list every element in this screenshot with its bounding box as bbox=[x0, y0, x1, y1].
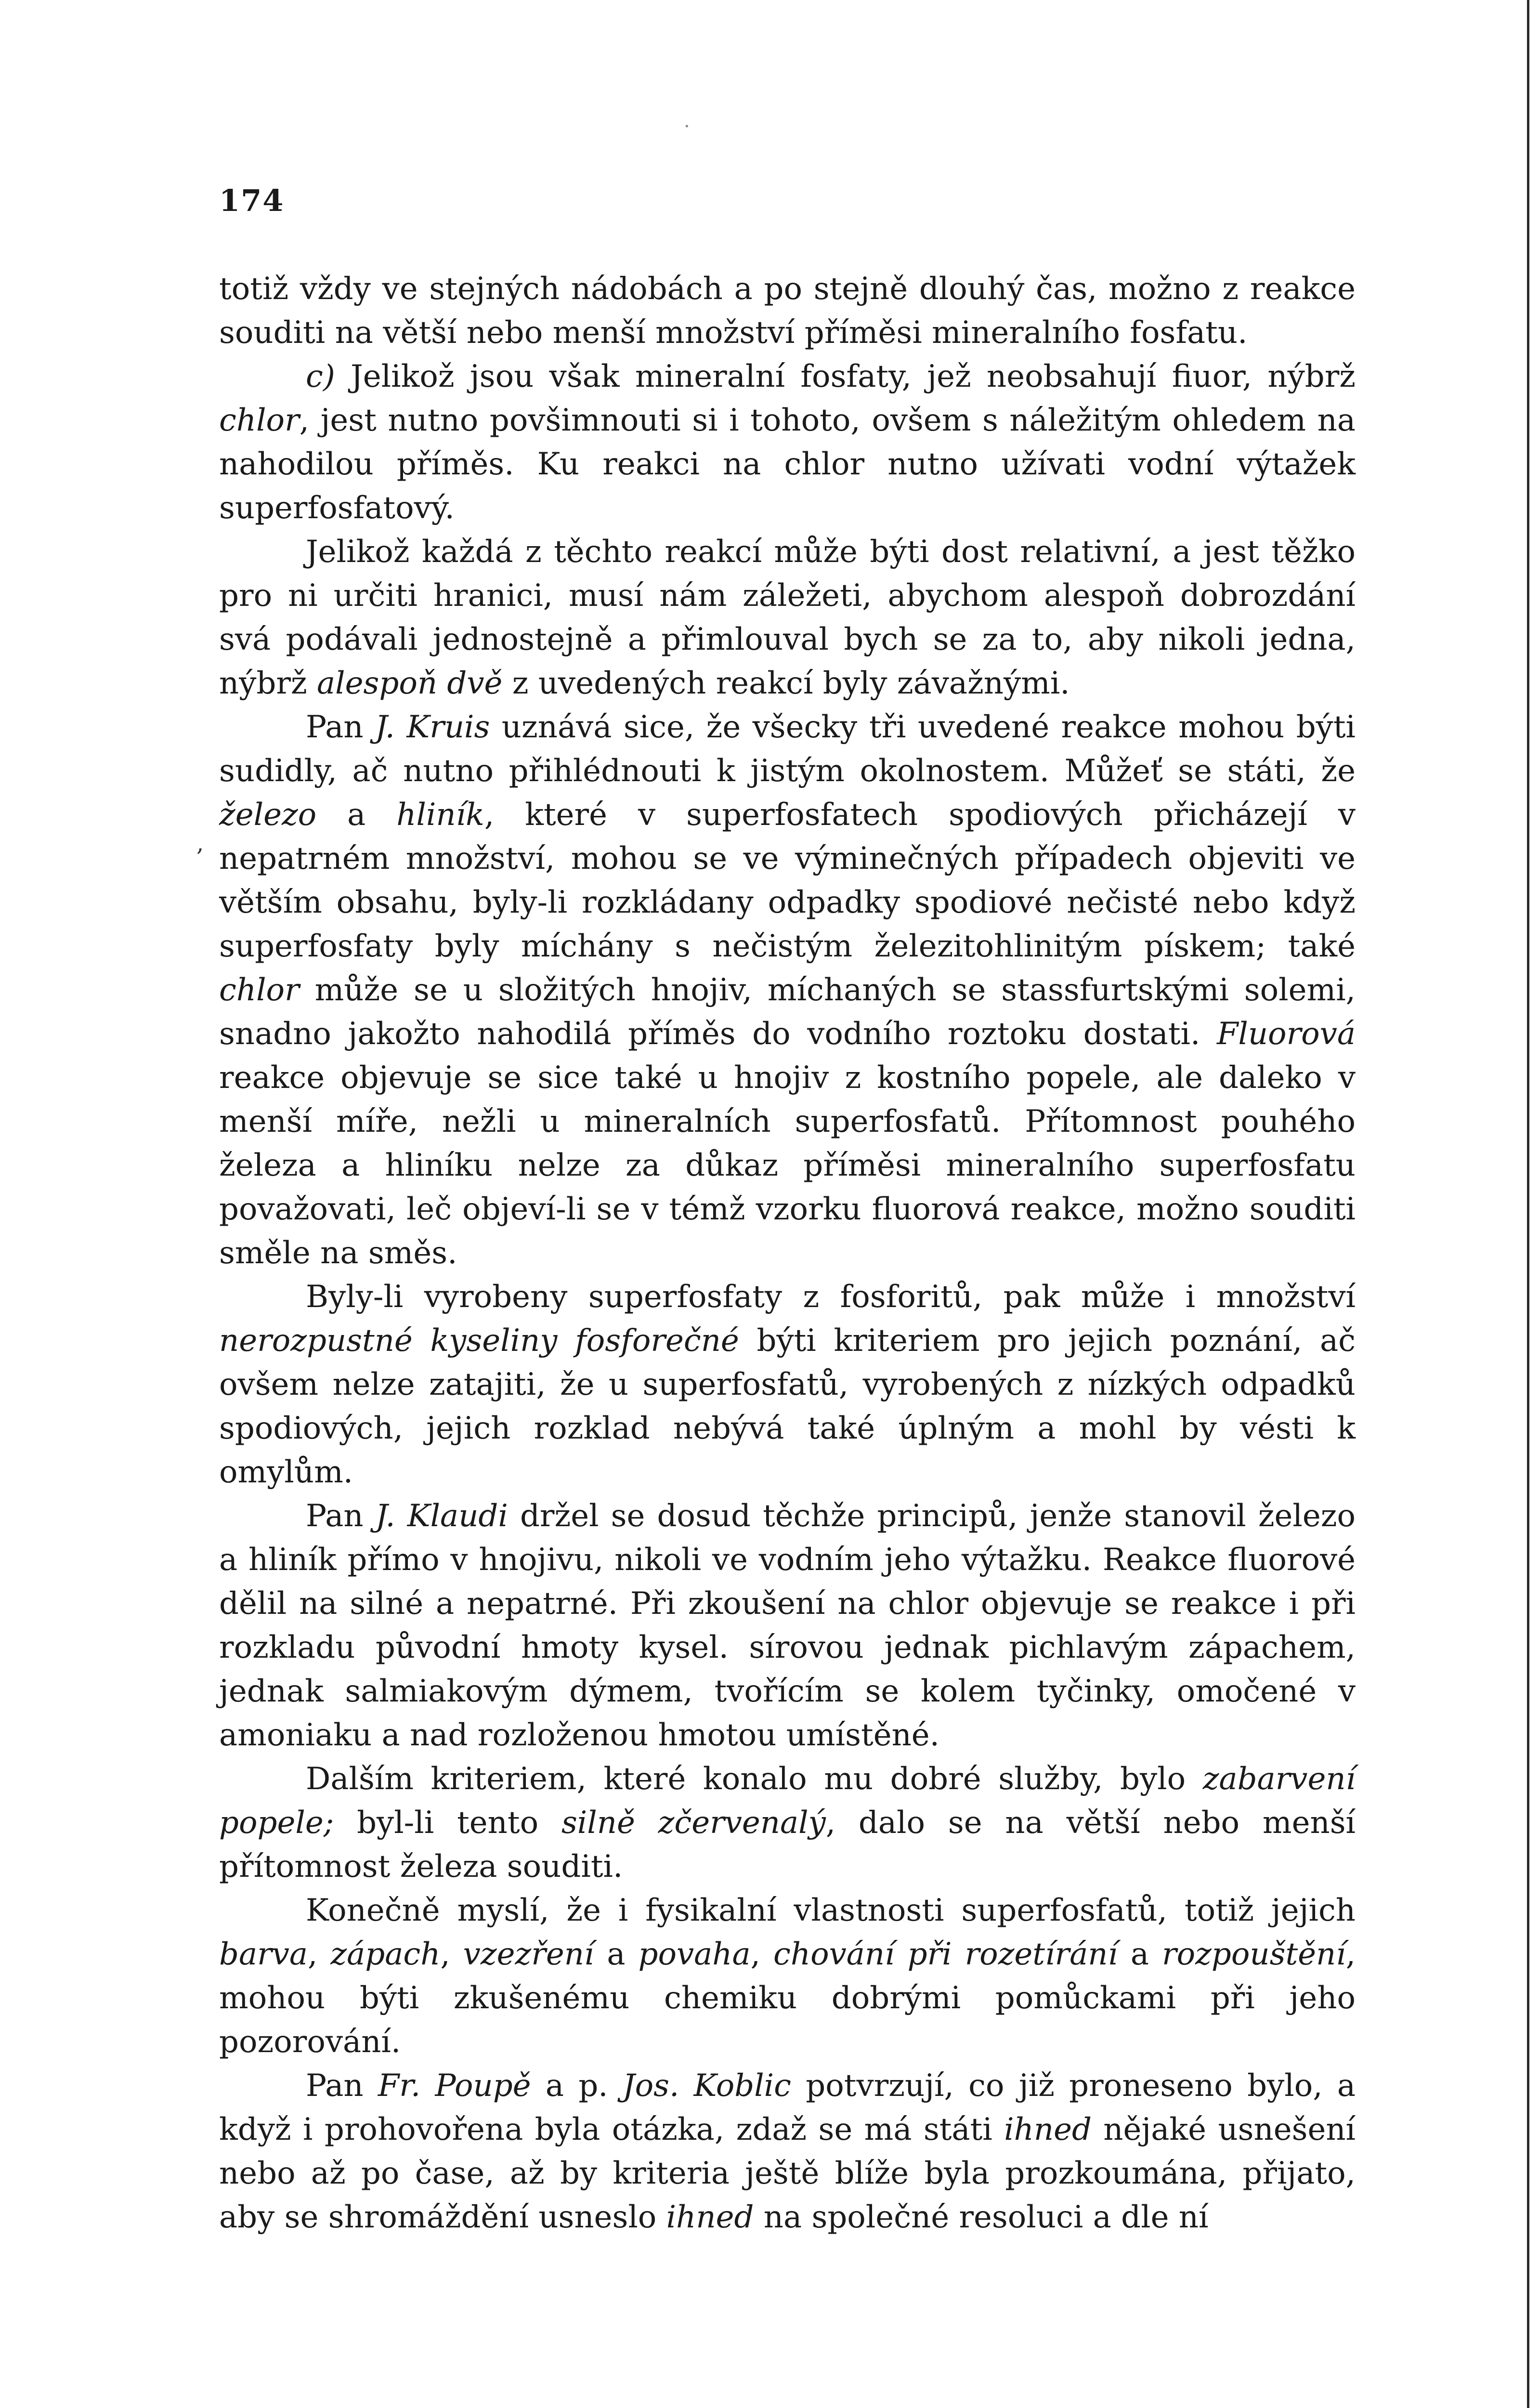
italic-text: železo bbox=[219, 797, 317, 833]
text-run: , mohou býti zkušenému chemiku dobrými pomůckami při jeho pozorování. bbox=[219, 1937, 1356, 2060]
text-run: , jest nutno povšimnouti si i tohoto, ovšem s náležitým ohledem na nahodilou příměs. Ku reakci na chlor nutno užívati vodní výtažek superfosfatový. bbox=[219, 403, 1356, 526]
italic-text: chlor bbox=[219, 972, 300, 1008]
text-run: z uvedených reakcí byly závažnými. bbox=[502, 666, 1070, 701]
text-run: potvrzují, co již proneseno bylo, a když i prohovořena byla otázka, zdaž se má státi bbox=[219, 2068, 1356, 2147]
text-run: reakce objevuje se sice také u hnojiv z kostního popele, ale daleko v menší míře, nežli u mineralních superfosfatů. Přítomnost pouhého železa a hliníku nelze za důkaz příměsi mineralního superfosfatu považovati, leč objeví-li se v témž vzorku fluorová reakce, možno souditi směle na směs. bbox=[219, 1060, 1356, 1271]
text-run: na společné resoluci a dle ní bbox=[754, 2199, 1209, 2235]
text-run: , bbox=[750, 1937, 773, 1972]
page-number: 174 bbox=[219, 183, 285, 218]
italic-text: J. Klaudi bbox=[375, 1498, 508, 1534]
paragraph bbox=[219, 706, 1356, 1275]
page-edge-line bbox=[1527, 0, 1529, 2408]
paragraph bbox=[219, 1889, 1356, 2064]
italic-text: hliník bbox=[396, 797, 484, 833]
italic-text: Fluorová bbox=[1216, 1016, 1356, 1052]
text-run: býti kriteriem pro jejich poznání, ač ovšem nelze zatajiti, že u superfosfatů, vyrobených z nízkých odpadků spodiových, jejich rozklad nebývá také úplným a mohl by vésti k omylům. bbox=[219, 1323, 1356, 1490]
italic-text: vzezření bbox=[463, 1937, 594, 1972]
text-run: držel se dosud těchže principů, jenže stanovil železo a hliník přímo v hnojivu, nikoli ve vodním jeho výtažku. Reakce fluorové dělil na silné a nepatrné. Při zkoušení na chlor objevuje se reakce i při rozkladu původní hmoty kysel. sírovou jednak pichlavým zápachem, jednak salmiakovým dýmem, tvořícím se kolem tyčinky, omočené v amoniaku a nad rozloženou hmotou umístěné. bbox=[219, 1498, 1356, 1753]
text-run: nějaké usnešení nebo až po čase, až by kriteria ještě blíže byla prozkoumána, přijato, aby se shromáždění usneslo bbox=[219, 2112, 1356, 2235]
paragraph bbox=[219, 355, 1356, 530]
text-run: a bbox=[1117, 1937, 1162, 1972]
italic-text: Fr. Poupě bbox=[378, 2068, 531, 2104]
italic-text: c) bbox=[306, 359, 335, 394]
text-run: Pan bbox=[306, 2068, 378, 2104]
text-run: může se u složitých hnojiv, míchaných se stassfurtskými solemi, snadno jakožto nahodilá příměs do vodního roztoku dostati. bbox=[219, 972, 1356, 1052]
text-run: Pan bbox=[306, 1498, 376, 1534]
italic-text: J. Kruis bbox=[375, 709, 490, 745]
margin-mark: , bbox=[196, 830, 204, 857]
italic-text: alespoň dvě bbox=[317, 666, 503, 701]
paragraph bbox=[219, 530, 1356, 706]
text-run: , bbox=[440, 1937, 463, 1972]
italic-text: chlor bbox=[219, 403, 300, 438]
italic-text: zápach bbox=[330, 1937, 441, 1972]
text-run: a bbox=[594, 1937, 639, 1972]
italic-text: nerozpustné kyseliny fosforečné bbox=[219, 1323, 739, 1359]
italic-text: ihned bbox=[1004, 2112, 1092, 2147]
italic-text: chování při rozetírání bbox=[773, 1937, 1118, 1972]
text-run: Dalším kriteriem, které konalo mu dobré služby, bylo bbox=[306, 1761, 1203, 1797]
text-run: byl-li tento bbox=[334, 1805, 561, 1841]
italic-text: Jos. Koblic bbox=[622, 2068, 791, 2104]
paragraph bbox=[219, 267, 1356, 355]
italic-text: silně zčervenalý bbox=[561, 1805, 826, 1841]
scan-speck: · bbox=[684, 116, 690, 138]
text-run: a p. bbox=[531, 2068, 623, 2104]
italic-text: rozpouštění bbox=[1162, 1937, 1346, 1972]
text-run: a bbox=[316, 797, 397, 833]
paragraph bbox=[219, 1275, 1356, 1494]
text-run: uznává sice, že všecky tři uvedené reakce mohou býti sudidly, ač nutno přihlédnouti k jistým okolnostem. Můžeť se státi, že bbox=[219, 709, 1356, 789]
text-run: , bbox=[308, 1937, 331, 1972]
text-run: , které v superfosfatech spodiových přicházejí v nepatrném množství, mohou se ve výminečných případech objeviti ve větším obsahu, byly-li rozkládany odpadky spodiové nečisté nebo když superfosfaty byly míchány s nečistým železitohlinitým pískem; také bbox=[219, 797, 1356, 964]
body-text bbox=[219, 267, 1356, 2239]
paragraph bbox=[219, 1757, 1356, 1889]
italic-text: barva bbox=[219, 1937, 308, 1972]
text-run: totiž vždy ve stejných nádobách a po stejně dlouhý čas, možno z reakce souditi na větší nebo menší množství příměsi mineralního fosfatu. bbox=[219, 271, 1356, 351]
text-run: Jelikož každá z těchto reakcí může býti dost relativní, a jest těžko pro ni určiti hranici, musí nám záležeti, abychom alespoň dobrozdání svá podávali jednostejně a přimlouval bych se za to, aby nikoli jedna, nýbrž bbox=[219, 534, 1356, 701]
paragraph bbox=[219, 2064, 1356, 2239]
text-run: Jelikož jsou však mineralní fosfaty, jež neobsahují fiuor, nýbrž bbox=[335, 359, 1356, 394]
italic-text: ihned bbox=[666, 2199, 754, 2235]
text-run: Konečně myslí, že i fysikalní vlastnosti superfosfatů, totiž jejich bbox=[306, 1893, 1356, 1928]
text-run: Pan bbox=[306, 709, 375, 745]
text-run: Byly-li vyrobeny superfosfaty z fosforitů, pak může i množství bbox=[306, 1279, 1356, 1315]
text-run: , dalo se na větší nebo menší přítomnost železa souditi. bbox=[219, 1805, 1356, 1885]
paragraph bbox=[219, 1494, 1356, 1757]
italic-text: povaha bbox=[638, 1937, 751, 1972]
italic-text: zabarvení popele; bbox=[219, 1761, 1356, 1841]
